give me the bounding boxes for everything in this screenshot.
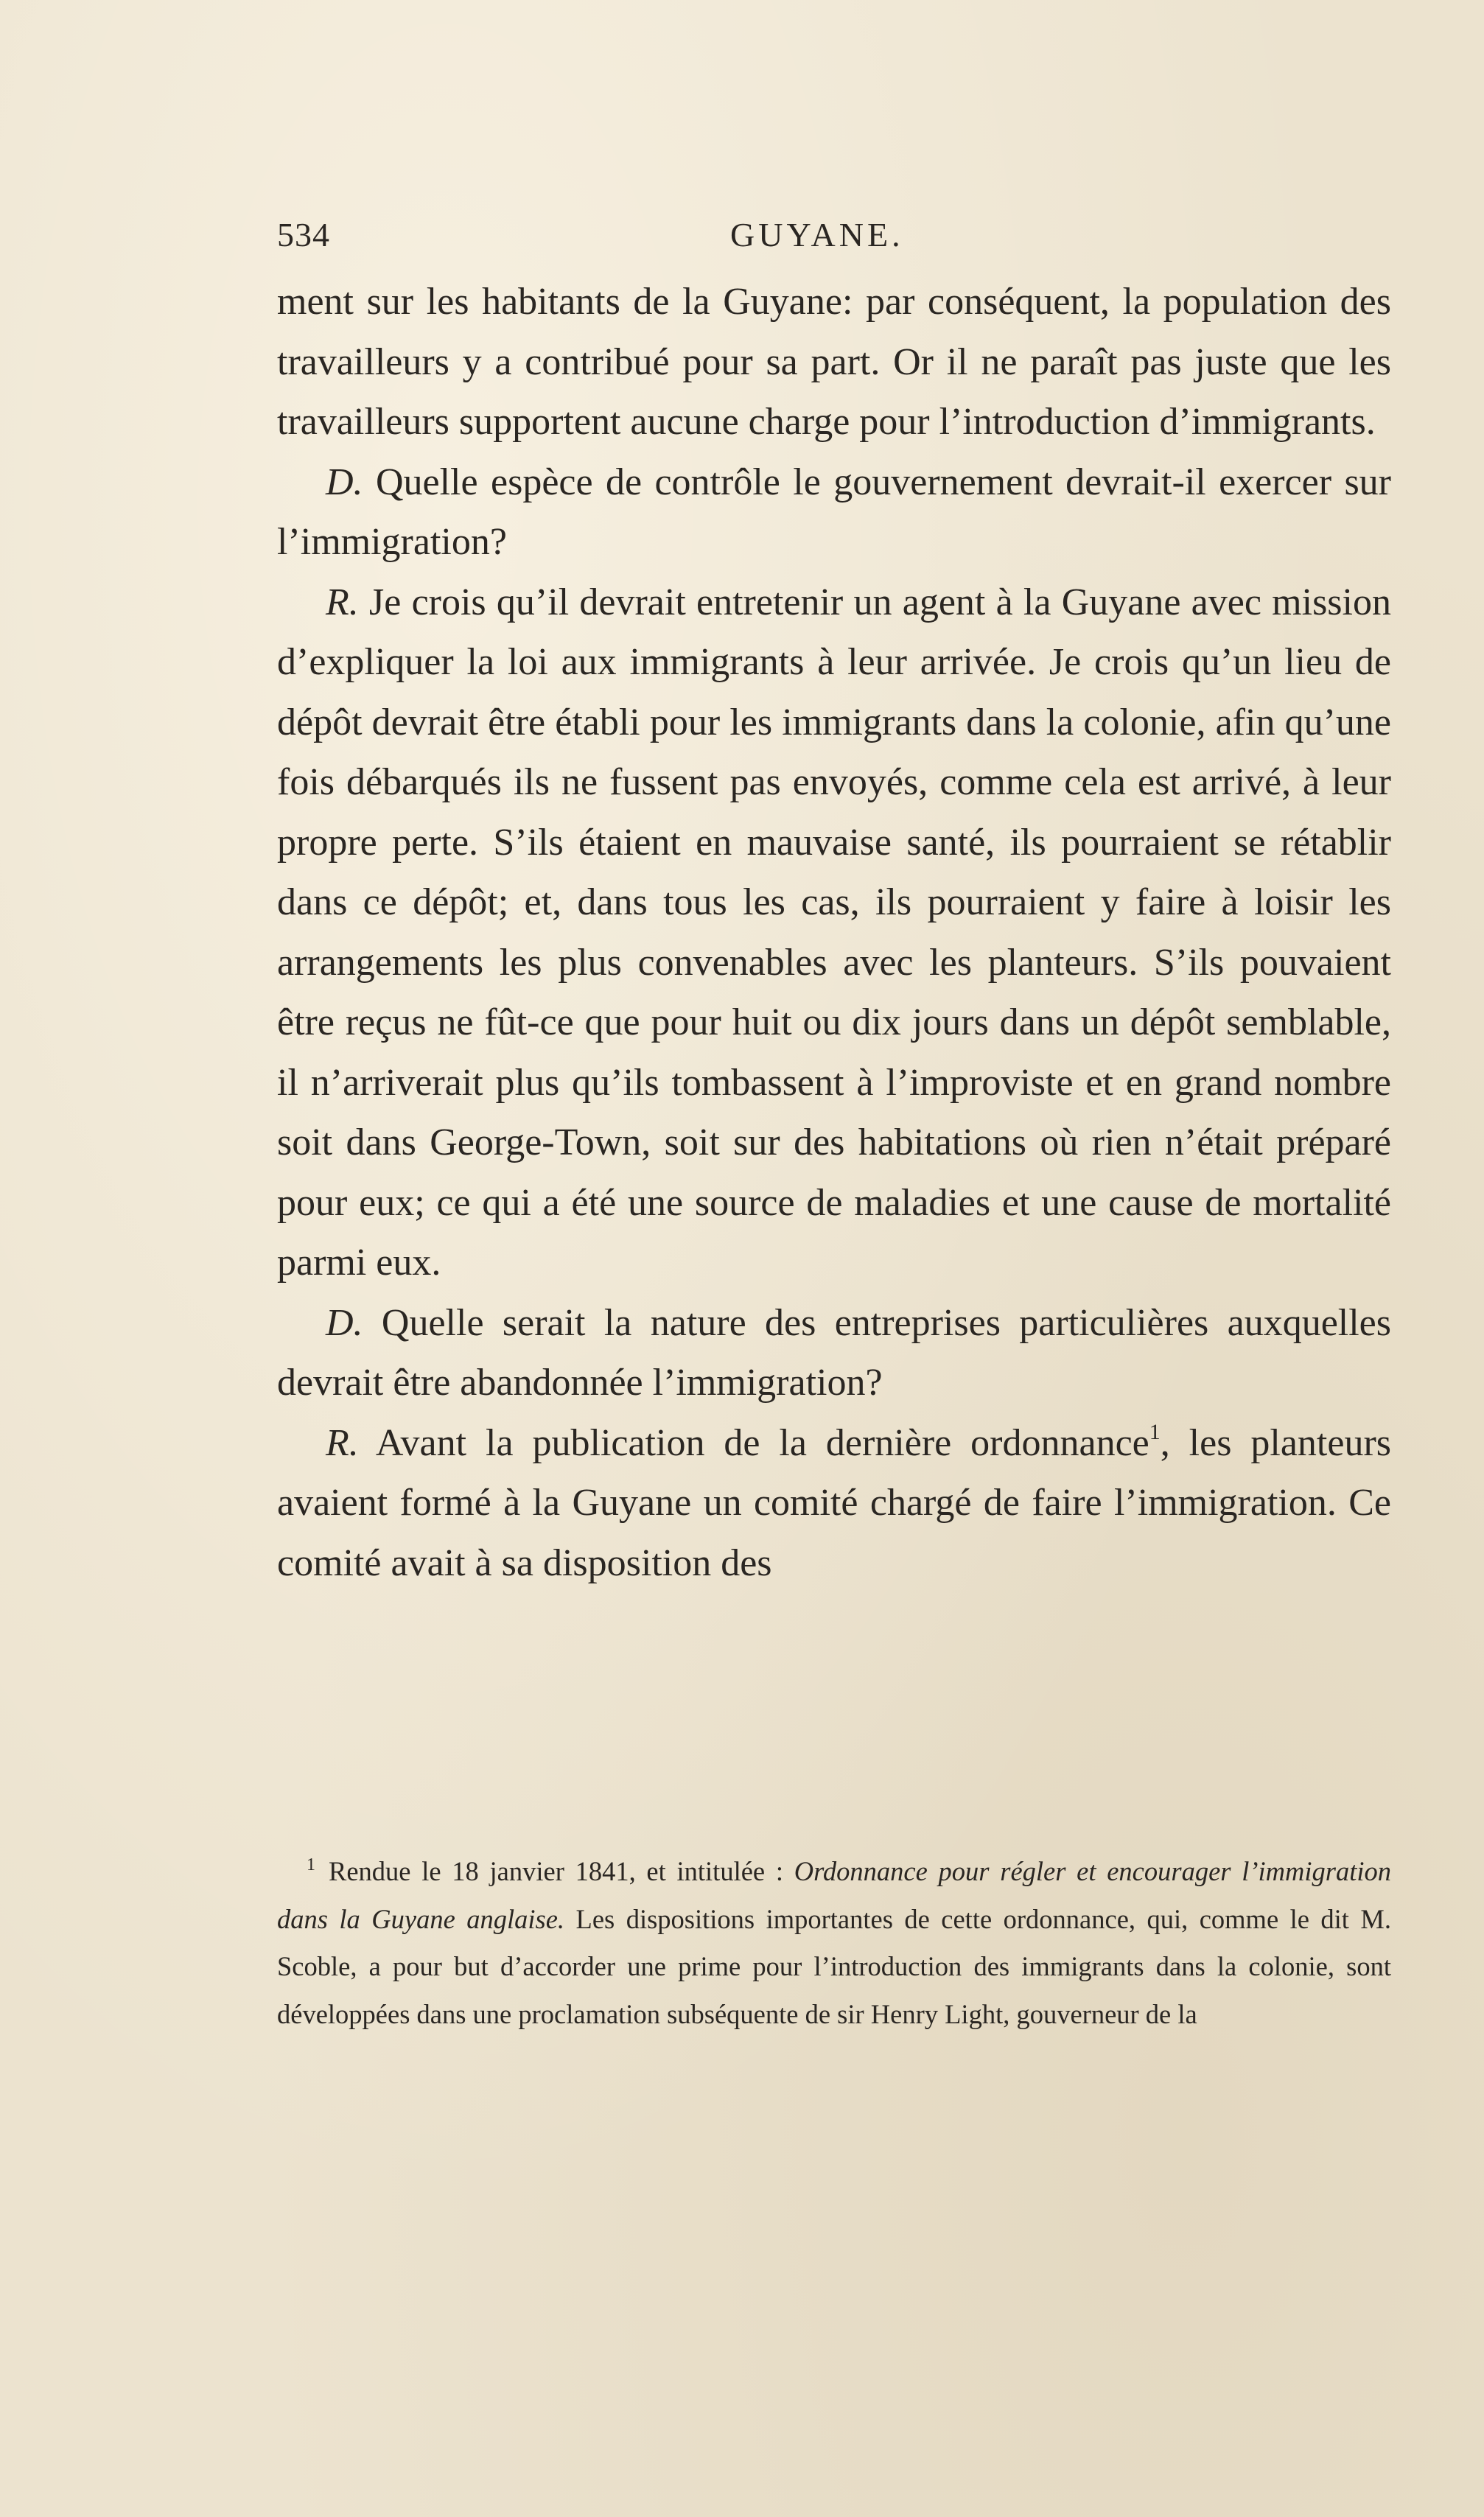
answer-text-continued: , les planteurs avaient formé à la Guyane un comité chargé de faire l’immigration. Ce comité avait à sa disposition des (277, 1421, 1392, 1584)
body-text (277, 272, 1391, 1593)
page-number: 534 (277, 216, 330, 253)
answer-paragraph (277, 1413, 1391, 1594)
answer-text: Je crois qu’il devrait entretenir un agent à la Guyane avec mission d’expliquer la loi aux immigrants à leur arrivée. Je crois qu’un lieu de dépôt devrait être établi pour les immigrants dans la colonie, afin qu’une fois débarqués ils ne fussent pas envoyés, comme cela est arrivé, à leur propre perte. S’ils étaient en mauvaise santé, ils pourraient se rétablir dans ce dépôt; et, dans tous les cas, ils pourraient y faire à loisir les arrangements les plus convenables avec les planteurs. S’ils pouvaient être reçus ne fût-ce que pour huit ou dix jours dans un dépôt semblable, il n’arriverait plus qu’ils tombassent à l’improviste et en grand nombre soit dans George-Town, soit sur des habitations où rien n’était préparé pour eux; ce qui a été une source de maladies et une cause de mortalité parmi eux. (277, 581, 1391, 1284)
question-text: Quelle serait la nature des entreprises particulières auxquelles devrait être abandonnée l’immigration? (277, 1301, 1391, 1404)
question-paragraph (277, 452, 1391, 573)
running-head (277, 209, 1391, 261)
question-paragraph (277, 1293, 1391, 1413)
answer-label: R. (326, 581, 359, 623)
question-label: D. (326, 1301, 363, 1344)
footnote-ordinance-title: Ordonnance pour régler et encourager l’immigration dans la Guyane anglaise. (277, 1856, 1392, 1934)
answer-label: R. (326, 1421, 359, 1464)
answer-paragraph (277, 573, 1391, 1293)
footnotes (277, 1848, 1391, 2038)
answer-text: Avant la publication de la dernière ordonnance (358, 1421, 1149, 1464)
question-label: D. (326, 461, 363, 503)
footnote (277, 1848, 1391, 2038)
footnote-mark: 1 (307, 1855, 315, 1874)
paragraph-text: ment sur les habitants de la Guyane: par conséquent, la population des travailleurs y a contribué pour sa part. Or il ne paraît pas juste que les travailleurs supportent aucune charge pour l’introduction d’immigrants. (277, 281, 1391, 443)
paragraph-continuation (277, 272, 1391, 452)
question-text: Quelle espèce de contrôle le gouvernement devrait-il exercer sur l’immigration? (277, 461, 1391, 563)
running-title: GUYANE. (730, 216, 904, 253)
footnote-text-continued: Les dispositions importantes de cette ordonnance, qui, comme le dit M. Scoble, a pour but d’accorder une prime pour l’introduction des immigrants dans la colonie, sont développées dans une proclamation subséquente de sir Henry Light, gouverneur de la (277, 1903, 1391, 2029)
footnote-reference: 1 (1149, 1419, 1161, 1444)
footnote-text: Rendue le 18 janvier 1841, et intitulée : (329, 1856, 794, 1886)
